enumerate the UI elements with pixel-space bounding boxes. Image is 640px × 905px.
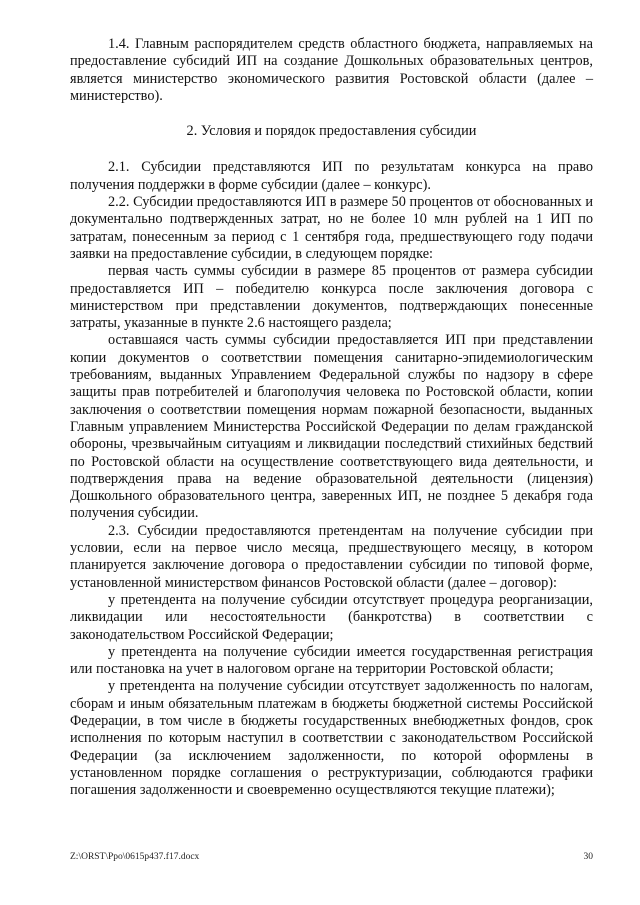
paragraph-2-2: 2.2. Субсидии предоставляются ИП в размере 50 процентов от обоснованных и документально подтвержденных затрат, но не более 10 млн рублей на 1 ИП по затратам, понесенным за период с 1 сентября года, предшествующего году подачи заявки на предоставление субсидии, в следующем порядке: — [70, 194, 593, 262]
footer-file-path: Z:\ORST\Ppo\0615p437.f17.docx — [70, 852, 200, 862]
paragraph-2-1: 2.1. Субсидии представляются ИП по результатам конкурса на право получения поддержки в форме субсидии (далее – конкурс). — [70, 159, 593, 193]
paragraph-2-3: 2.3. Субсидии предоставляются претендентам на получение субсидии при условии, если на первое число месяца, предшествующего месяцу, в котором планируется заключение договора о предоставлении субсидии по типовой форме, установленной министерством финансов Ростовской области (далее – договор): — [70, 522, 593, 591]
paragraph-condition-reorganization: у претендента на получение субсидии отсутствует процедура реорганизации, ликвидации или несостоятельности (банкротства) в соответствии с законодательством Российской Федерации; — [70, 591, 593, 643]
paragraph-remaining-part: оставшаяся часть суммы субсидии предоставляется ИП при представлении копии документов о соответствии помещения санитарно-эпидемиологическим требованиям, выданных Управлением Федеральной службы по надзору в сфере защиты прав потребителей и благополучия человека по Ростовской области, копии заключения о соответствии помещения нормам пожарной безопасности, выданных Главным управлением Министерства Российской Федерации по делам гражданской обороны, чрезвычайным ситуациям и ликвидации последствий стихийных бедствий по Ростовской области на осуществление соответствующего вида деятельности, и подтверждения права на ведение образовательной деятельности (лицензия) Дошкольного образовательного центра, заверенных ИП, не позднее 5 декабря года получения субсидии. — [70, 332, 593, 522]
paragraph-first-part: первая часть суммы субсидии в размере 85 процентов от размера субсидии предоставляется ИП – победителю конкурса после заключения договора с министерством при представлении документов, подтверждающих понесенные затраты, указанные в пункте 2.6 настоящего раздела; — [70, 263, 593, 332]
paragraph-condition-registration: у претендента на получение субсидии имеется государственная регистрация или постановка на учет в налоговом органе на территории Ростовской области; — [70, 643, 593, 678]
section-heading: 2. Условия и порядок предоставления субсидии — [186, 123, 477, 140]
document-body — [70, 36, 593, 799]
page-number: 30 — [583, 852, 593, 862]
paragraph-1-4: 1.4. Главным распорядителем средств областного бюджета, направляемых на предоставление субсидий ИП на создание Дошкольных образовательных центров, является министерство экономического развития Ростовской области (далее – министерство). — [70, 36, 593, 104]
paragraph-condition-tax-debt: у претендента на получение субсидии отсутствует задолженность по налогам, сборам и иным обязательным платежам в бюджеты бюджетной системы Российской Федерации, в том числе в бюджеты государственных внебюджетных фондов, срок исполнения по которым наступил в соответствии с законодательством Российской Федерации (за исключением задолженности, по которой оформлены в установленном порядке соглашения о реструктуризации, соблюдаются графики погашения задолженности и своевременно осуществляются текущие платежи); — [70, 678, 593, 799]
